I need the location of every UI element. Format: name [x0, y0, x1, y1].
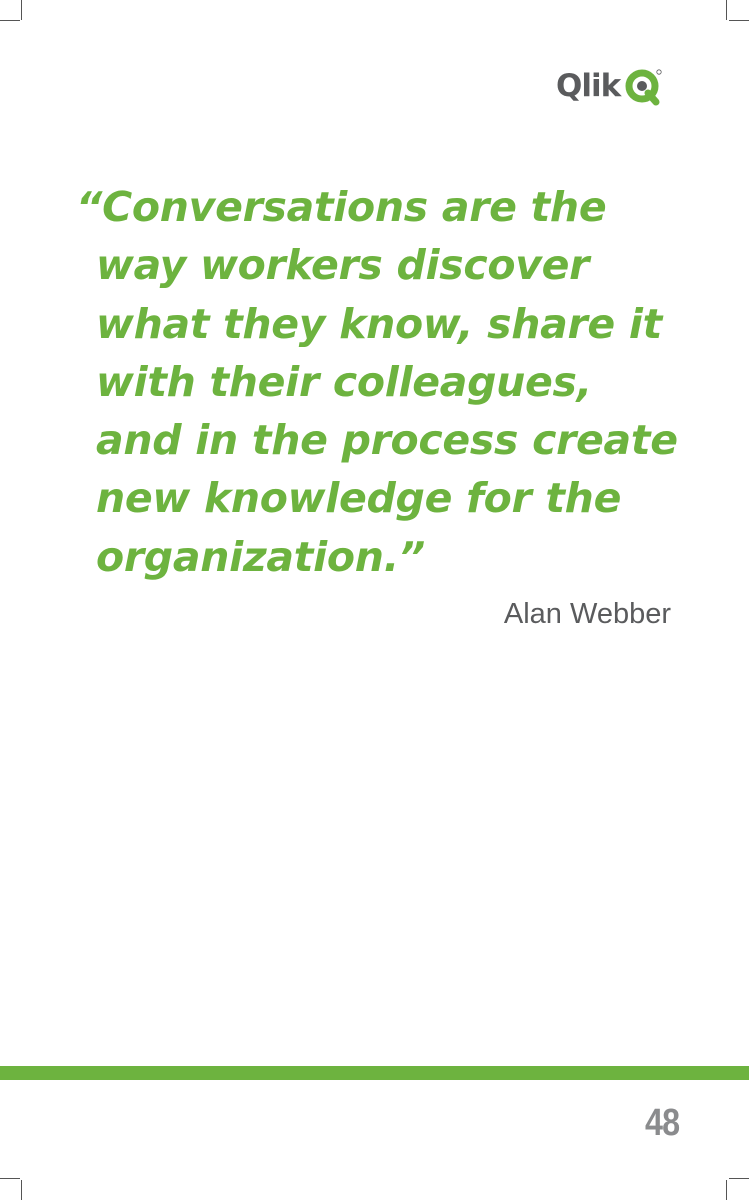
crop-mark-top-left [21, 0, 22, 20]
crop-mark-top-left-h [0, 20, 20, 21]
crop-mark-bottom-right [726, 1180, 727, 1200]
qlik-logo [556, 66, 664, 106]
quote-line: “Conversations are the [76, 183, 607, 231]
crop-mark-top-right [726, 0, 727, 20]
logo-wordmark: Qlik [556, 67, 621, 104]
quote-line: way workers discover [96, 241, 590, 290]
qlik-q-icon [624, 66, 664, 106]
crop-mark-top-right-h [729, 20, 749, 21]
quote-line: and in the process create [96, 416, 678, 465]
quote-line: with their colleagues, [96, 357, 592, 406]
quote-block [76, 178, 696, 586]
crop-mark-bottom-left-h [0, 1178, 20, 1179]
quote-author: Alan Webber [503, 598, 671, 630]
page-number: 48 [644, 1102, 679, 1144]
crop-mark-bottom-right-h [729, 1178, 749, 1179]
quote-line: organization.” [96, 532, 425, 581]
quote-line: new knowledge for the [96, 474, 622, 523]
crop-mark-bottom-left [21, 1180, 22, 1200]
quote-line: what they know, share it [96, 299, 662, 348]
footer-divider [0, 1066, 749, 1080]
